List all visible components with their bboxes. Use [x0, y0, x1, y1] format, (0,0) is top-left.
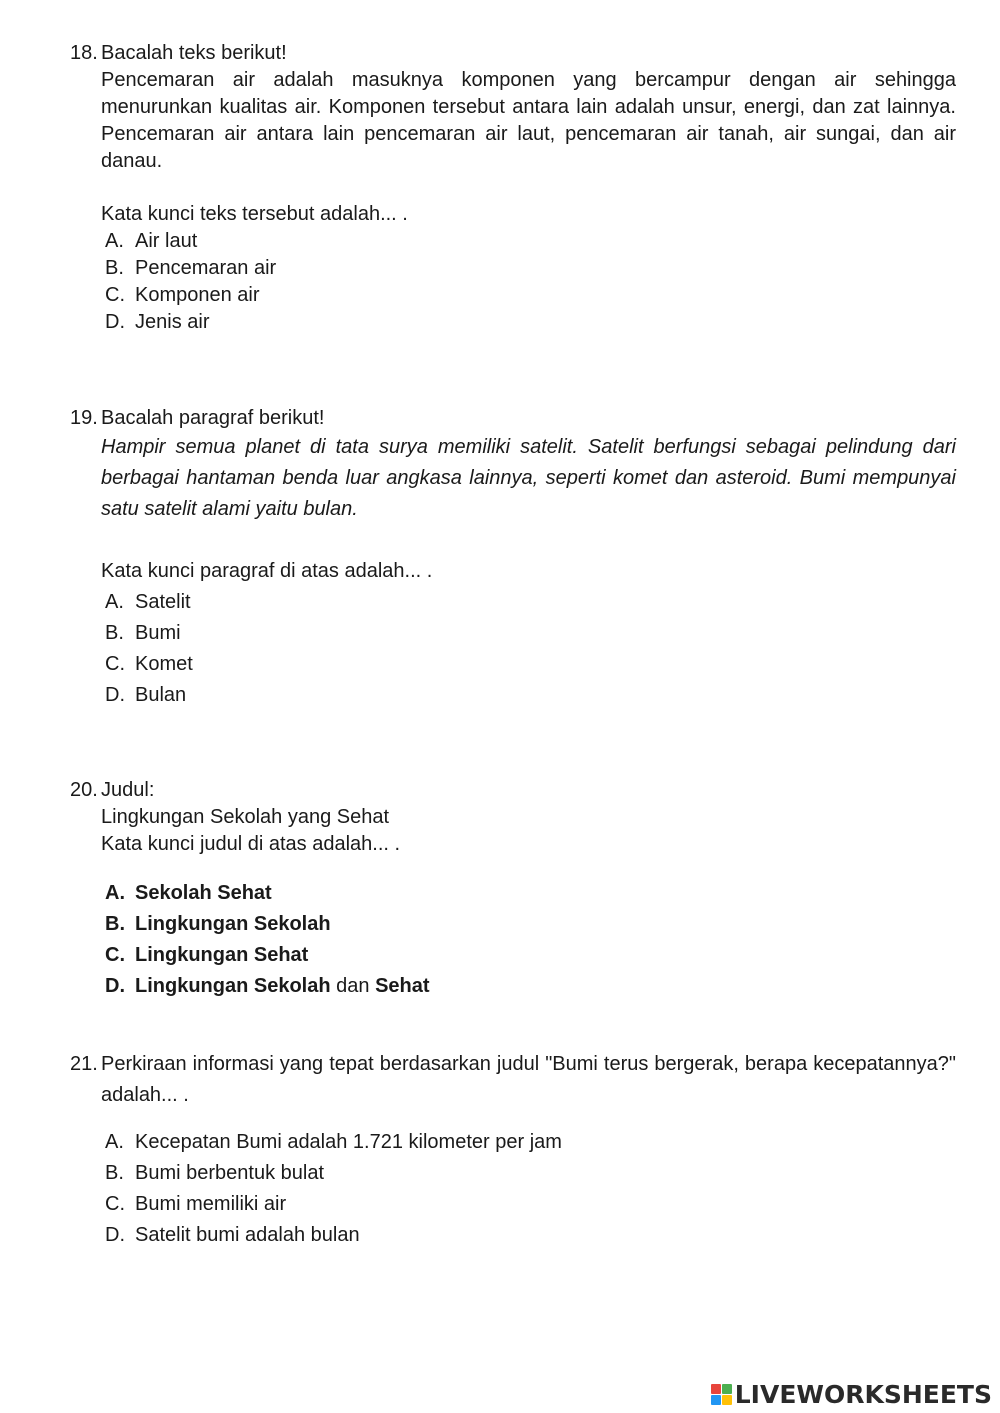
logo-square: [722, 1384, 732, 1394]
question-number: 19.: [70, 407, 98, 429]
option-a[interactable]: [105, 878, 956, 909]
option-letter: B.: [105, 622, 124, 644]
option-letter: D.: [105, 311, 125, 333]
option-letter: A.: [105, 230, 124, 252]
option-text: Air laut: [135, 230, 198, 252]
option-text-part: Sehat: [375, 975, 430, 997]
option-b[interactable]: [105, 618, 956, 649]
option-text: [135, 971, 430, 1002]
question-text: Kata kunci judul di atas adalah... .: [101, 833, 401, 855]
option-text: Satelit bumi adalah bulan: [135, 1224, 360, 1246]
liveworksheets-logo-icon: [711, 1384, 732, 1405]
answer-options: [105, 1127, 956, 1251]
option-d[interactable]: [105, 309, 956, 336]
option-text-connector: dan: [330, 975, 376, 997]
option-letter: A.: [105, 591, 124, 613]
option-text: Pencemaran air: [135, 257, 277, 279]
answer-options: [105, 878, 956, 1002]
option-letter: A.: [105, 1131, 124, 1153]
question-19: [70, 405, 956, 711]
option-b[interactable]: [105, 1158, 956, 1189]
liveworksheets-watermark: [711, 1380, 992, 1409]
option-letter: D.: [105, 1224, 125, 1246]
option-c[interactable]: [105, 1189, 956, 1220]
option-letter: C.: [105, 944, 125, 966]
answer-options: [105, 228, 956, 336]
option-c[interactable]: [105, 649, 956, 680]
option-text-part: Lingkungan Sekolah: [135, 975, 331, 997]
question-text: Kata kunci paragraf di atas adalah... .: [101, 560, 433, 582]
option-b[interactable]: [105, 255, 956, 282]
question-21: [70, 1049, 956, 1251]
watermark-text: LIVEWORKSHEETS: [734, 1380, 992, 1409]
option-text: Jenis air: [135, 311, 210, 333]
answer-options: [105, 587, 956, 711]
option-d[interactable]: [105, 1220, 956, 1251]
option-letter: B.: [105, 1162, 124, 1184]
question-number: 21.: [70, 1053, 98, 1075]
question-number: 18.: [70, 42, 98, 64]
question-text: Kata kunci teks tersebut adalah... .: [101, 203, 408, 225]
option-a[interactable]: [105, 1127, 956, 1158]
option-c[interactable]: [105, 940, 956, 971]
option-d[interactable]: [105, 680, 956, 711]
reading-passage: Hampir semua planet di tata surya memiliki satelit. Satelit berfungsi sebagai pelindung dari berbagai hantaman benda luar angkasa lainnya, seperti komet dan asteroid. Bumi mempunyai satu satelit alami yaitu bulan.: [101, 436, 956, 520]
option-text: Bumi: [135, 622, 181, 644]
option-text: Bumi memiliki air: [135, 1193, 287, 1215]
question-prompt: Bacalah teks berikut!: [101, 42, 287, 64]
option-text: Sekolah Sehat: [135, 882, 272, 904]
option-d[interactable]: [105, 971, 956, 1002]
option-text: Komponen air: [135, 284, 260, 306]
option-text: Kecepatan Bumi adalah 1.721 kilometer per jam: [135, 1131, 562, 1153]
option-text: Lingkungan Sehat: [135, 944, 309, 966]
option-letter: B.: [105, 913, 125, 935]
option-text: Bulan: [135, 684, 187, 706]
question-number: 20.: [70, 779, 98, 801]
option-text: Komet: [135, 653, 193, 675]
reading-passage: Pencemaran air adalah masuknya komponen yang bercampur dengan air sehingga menurunkan kualitas air. Komponen tersebut antara lain adalah unsur, energi, dan zat lainnya. Pencemaran air antara lain pencemaran air laut, pencemaran air tanah, air sungai, dan air danau.: [101, 69, 956, 172]
option-letter: C.: [105, 284, 125, 306]
title-text: Lingkungan Sekolah yang Sehat: [101, 806, 390, 828]
option-a[interactable]: [105, 587, 956, 618]
question-prompt: Judul:: [101, 779, 155, 801]
logo-square: [722, 1395, 732, 1405]
question-18: [70, 40, 956, 336]
option-letter: C.: [105, 1193, 125, 1215]
option-letter: D.: [105, 975, 125, 997]
question-20: [70, 777, 956, 1002]
option-text: Lingkungan Sekolah: [135, 913, 331, 935]
option-b[interactable]: [105, 909, 956, 940]
option-letter: C.: [105, 653, 125, 675]
question-prompt: Bacalah paragraf berikut!: [101, 407, 325, 429]
option-c[interactable]: [105, 282, 956, 309]
question-text: Perkiraan informasi yang tepat berdasarkan judul "Bumi terus bergerak, berapa kecepatannya?" adalah... .: [101, 1053, 956, 1106]
option-text: Bumi berbentuk bulat: [135, 1162, 325, 1184]
option-letter: A.: [105, 882, 125, 904]
option-letter: B.: [105, 257, 124, 279]
logo-square: [711, 1395, 721, 1405]
option-a[interactable]: [105, 228, 956, 255]
option-text: Satelit: [135, 591, 191, 613]
option-letter: D.: [105, 684, 125, 706]
logo-square: [711, 1384, 721, 1394]
